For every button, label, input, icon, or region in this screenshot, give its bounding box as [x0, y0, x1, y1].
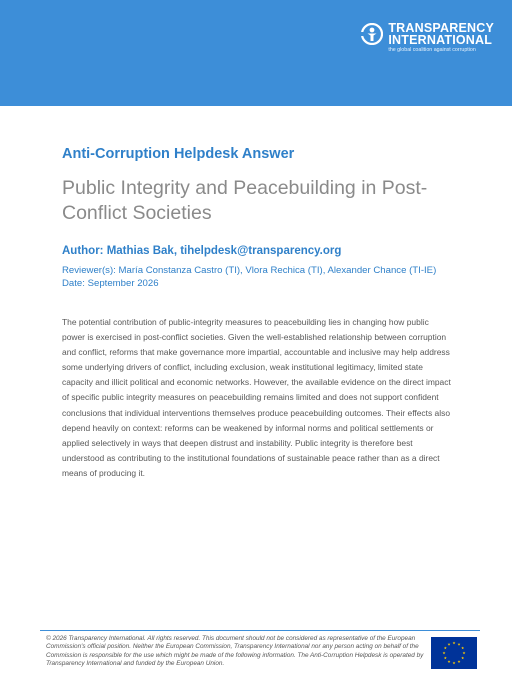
date-line: Date: September 2026 — [62, 278, 159, 289]
logo-line-2: INTERNATIONAL — [388, 33, 493, 47]
ti-logo-icon — [361, 23, 383, 45]
logo-line-1: TRANSPARENCY — [388, 21, 494, 35]
reviewers-line: Reviewer(s): María Constanza Castro (TI), Vlora Rechica (TI), Alexander Chance (TI-IE) — [62, 265, 437, 276]
document-kicker: Anti-Corruption Helpdesk Answer — [62, 146, 295, 162]
eu-flag-icon — [431, 637, 477, 669]
logo-tagline: the global coalition against corruption — [388, 47, 476, 53]
document-meta — [62, 264, 436, 290]
ti-logo[interactable] — [361, 22, 494, 54]
abstract-paragraph: The potential contribution of public-integrity measures to peacebuilding lies in changing how public power is exercised in post-conflict societies. Given the well-established relationship between corruption and conflict, reforms that make governance more impartial, accountable and inclusive may help address some underlying drivers of conflict, including exclusion, weak institutional legitimacy, limited state capacity and illicit political and economic networks. However, the available evidence on the direct impact of specific public integrity measures on peacebuilding remains limited and does not support confident conclusions that individual interventions themselves produce peacebuilding outcomes. Their effects also depend heavily on context: reforms can be weakened by informal norms and political settlements or applied selectively in ways that deepen distrust and instability. Public integrity is therefore best understood as contributing to the institutional foundations of sustainable peace rather than as a direct means of producing it. — [62, 317, 451, 478]
header-banner — [0, 0, 512, 106]
author-line: Author: Mathias Bak, tihelpdesk@transparency.org — [62, 245, 342, 257]
document-title: Public Integrity and Peacebuilding in Post-Conflict Societies — [62, 177, 428, 224]
footer-disclaimer: © 2026 Transparency International. All rights reserved. This document should not be considered as representative of the European Commission's official position. Neither the European Commission, Transparency International nor any person acting on behalf of the Commission is responsible for the use which might be made of the following information. The Anti-Corruption Helpdesk is operated by Transparency International and funded by the European Union. — [46, 635, 424, 668]
footer-divider — [40, 630, 480, 631]
logo-wordmark — [388, 22, 494, 54]
